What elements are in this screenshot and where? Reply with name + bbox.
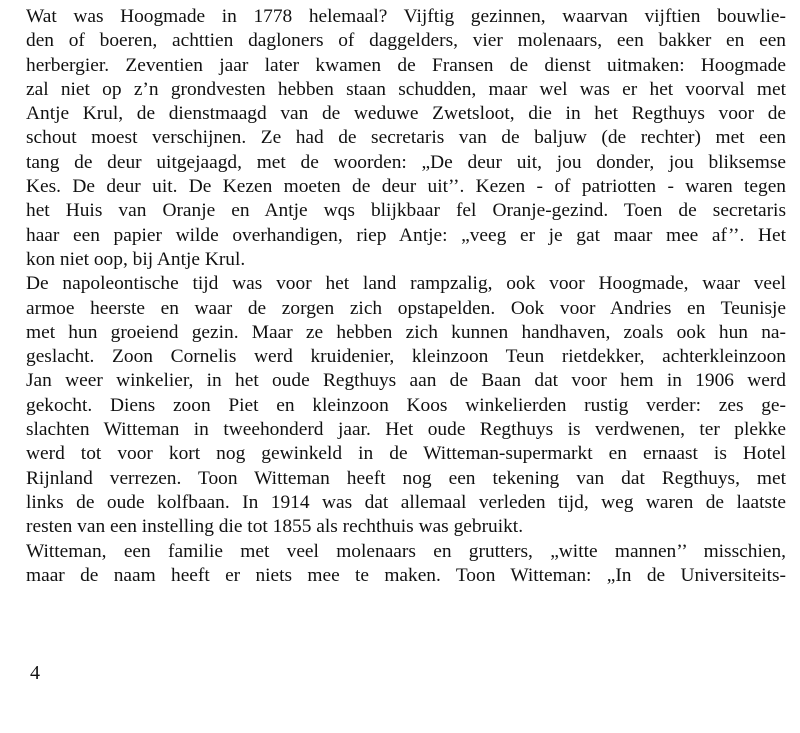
text-line: het Huis van Oranje en Antje wqs blijkbaar fel Oranje-gezind. Toen de secretaris <box>26 200 786 222</box>
text-line: slachten Witteman in tweehonderd jaar. Het oude Regthuys is verdwenen, ter plekke <box>26 419 786 441</box>
text-line: links de oude kolfbaan. In 1914 was dat allemaal verleden tijd, weg waren de laatste <box>26 491 786 513</box>
text-line: Kes. De deur uit. De Kezen moeten de deur uit’’. Kezen - of patriotten - waren tegen <box>26 176 786 198</box>
page-number: 4 <box>30 662 40 684</box>
body-text <box>26 5 786 588</box>
text-line: tang de deur uitgejaagd, met de woorden: „De deur uit, jou donder, jou bliksemse <box>26 151 786 173</box>
text-line: schout moest verschijnen. Ze had de secretaris van de baljuw (de rechter) met een <box>26 127 786 149</box>
text-line: met hun groeiend gezin. Maar ze hebben zich kunnen handhaven, zoals ook hun na- <box>26 321 786 343</box>
text-line: herbergier. Zeventien jaar later kwamen de Fransen de dienst uitmaken: Hoogmade <box>26 54 786 76</box>
text-line: De napoleontische tijd was voor het land rampzalig, ook voor Hoogmade, waar veel <box>26 273 786 295</box>
text-line: haar een papier wilde overhandigen, riep Antje: „veeg er je gat maar mee af’’. Het <box>26 224 786 246</box>
text-line: zal niet op z’n grondvesten hebben staan schudden, maar wel was er het voorval met <box>26 78 786 100</box>
text-line: Rijnland verrezen. Toon Witteman heeft nog een tekening van dat Regthuys, met <box>26 467 786 489</box>
text-line-paragraph-end: resten van een instelling die tot 1855 als rechthuis was gebruikt. <box>26 516 524 538</box>
text-line: den of boeren, achttien dagloners of daggelders, vier molenaars, een bakker en een <box>26 30 786 52</box>
text-line-paragraph-end: kon niet oop, bij Antje Krul. <box>26 248 246 270</box>
text-line: Jan weer winkelier, in het oude Regthuys aan de Baan dat voor hem in 1906 werd <box>26 370 786 392</box>
text-line: gekocht. Diens zoon Piet en kleinzoon Koos winkelierden rustig verder: zes ge- <box>26 394 786 416</box>
text-line: maar de naam heeft er niets mee te maken. Toon Witteman: „In de Universiteits- <box>26 564 786 586</box>
text-line: geslacht. Zoon Cornelis werd kruidenier, kleinzoon Teun rietdekker, achterkleinzoon <box>26 346 786 368</box>
text-line: armoe heerste en waar de zorgen zich opstapelden. Ook voor Andries en Teunisje <box>26 297 786 319</box>
text-line: Wat was Hoogmade in 1778 helemaal? Vijftig gezinnen, waarvan vijftien bouwlie- <box>26 6 786 27</box>
text-line: werd tot voor kort nog gewinkeld in de Witteman-supermarkt en ernaast is Hotel <box>26 443 786 465</box>
text-line: Antje Krul, de dienstmaagd van de weduwe Zwetsloot, die in het Regthuys voor de <box>26 103 786 125</box>
text-line: Witteman, een familie met veel molenaars en grutters, „witte mannen’’ misschien, <box>26 540 786 562</box>
